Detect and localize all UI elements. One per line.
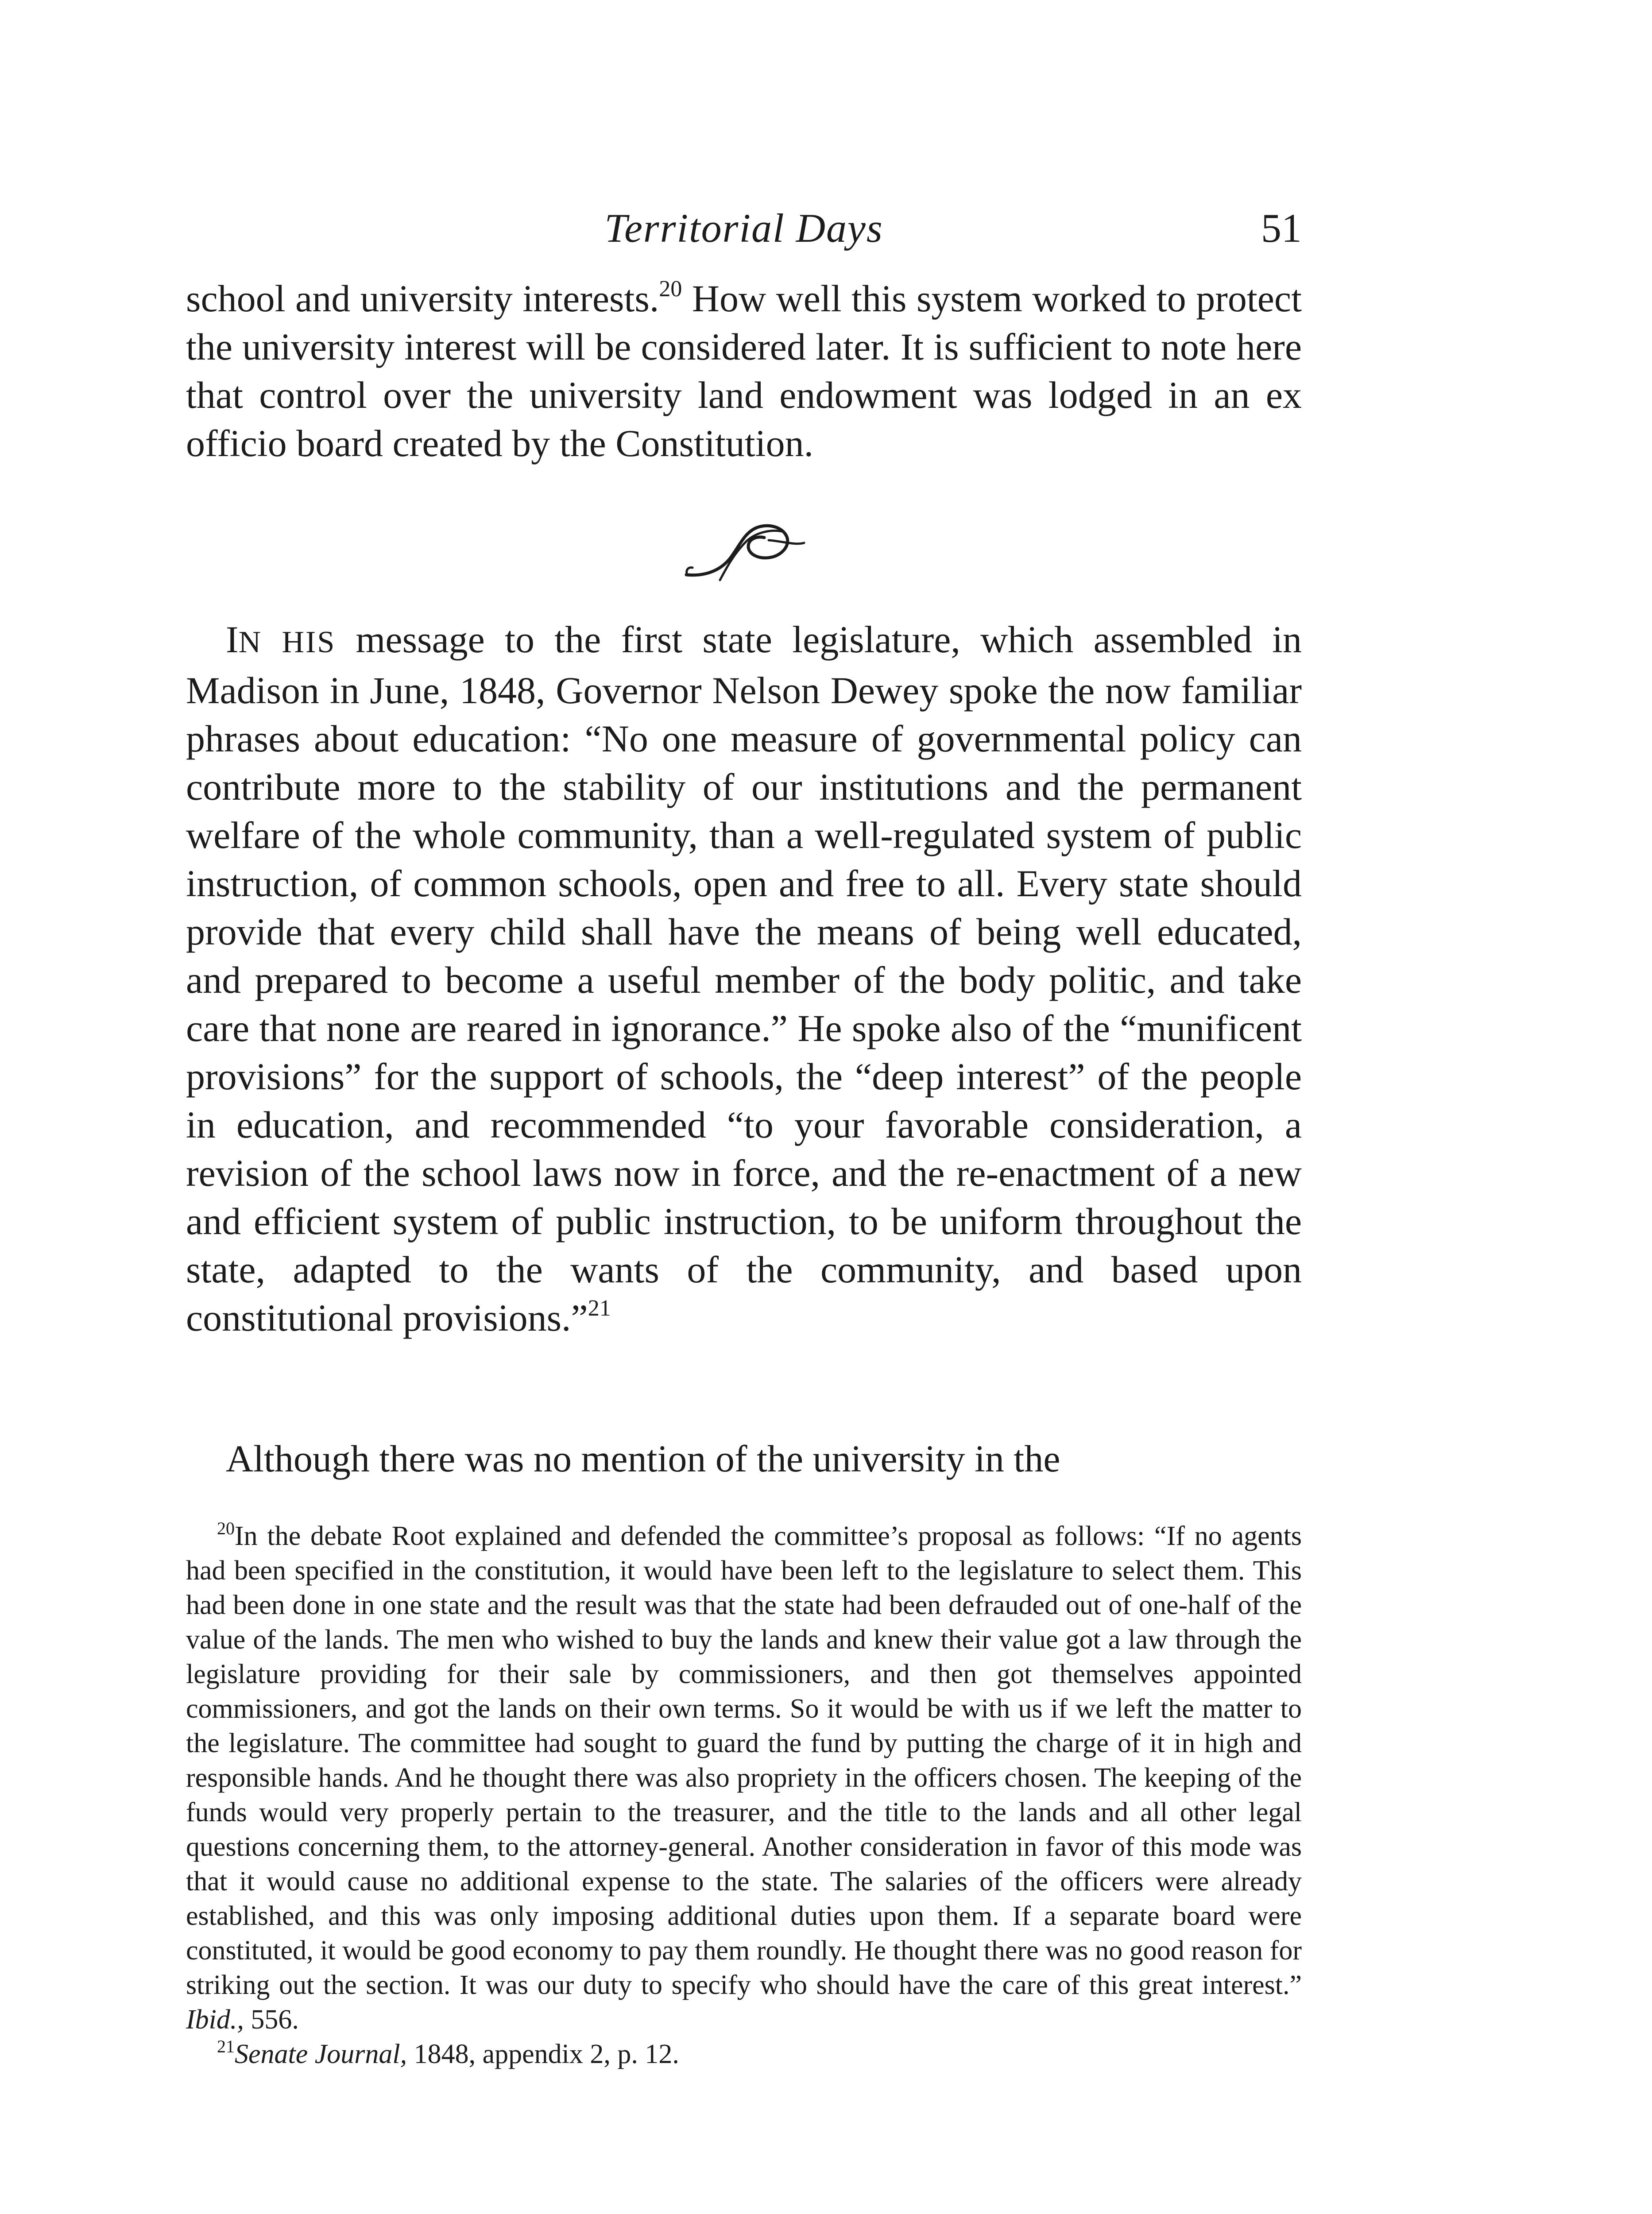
- footnote-21-marker: 21: [217, 2036, 235, 2056]
- footnote-20-cite: 556.: [244, 2005, 299, 2035]
- lead-smallcaps: N HIS: [238, 625, 336, 659]
- paragraph-1-text-b: How well this system worked to protect the university interest will be considered later. It is sufficient to note here that control over the university land endowment was lodged in an ex officio board created by the Constitution.: [186, 277, 1302, 464]
- footnote-20-marker: 20: [217, 1518, 235, 1538]
- footnote-21-italic: Senate Journal,: [235, 2039, 407, 2069]
- footnote-20: [186, 1519, 1302, 2037]
- lead-capital: I: [226, 618, 239, 661]
- footnote-21: [186, 2037, 1302, 2071]
- footnote-21-text: 1848, appendix 2, p. 12.: [407, 2039, 679, 2069]
- footnote-20-cite-italic: Ibid.,: [186, 2005, 244, 2035]
- paragraph-2-text: message to the first state legislature, which assembled in Madison in June, 1848, Governor Nelson Dewey spoke the now familiar phrases about education: “No one measure of governmental policy can contribute more to the stability of our institutions and the permanent welfare of the whole community, than a well-regulated system of public instruction, of common schools, open and free to all. Every state should provide that every child shall have the means of being well educated, and prepared to become a useful member of the body politic, and take care that none are reared in ignorance.” He spoke also of the “munificent provisions” for the support of schools, the “deep interest” of the people in education, and recommended “to your favorable consideration, a revision of the school laws now in force, and the re-enactment of a new and efficient system of public instruction, to be uniform throughout the state, adapted to the wants of the community, and based upon constitutional provisions.”: [186, 618, 1302, 1339]
- footnote-ref-21: 21: [588, 1296, 611, 1321]
- page-number: 51: [1261, 205, 1302, 251]
- footnote-ref-20: 20: [659, 276, 682, 302]
- running-head: [186, 195, 1302, 261]
- paragraph-2: [186, 615, 1302, 1342]
- paragraph-1-text-a: school and university interests.: [186, 277, 659, 320]
- fleuron-icon: [677, 518, 810, 589]
- paragraph-3-text: Although there was no mention of the university in the: [226, 1437, 1060, 1480]
- footnote-20-text: In the debate Root explained and defended the committee’s proposal as follows: “If no agents had been specified in the constitution, it would have been left to the legislature to select them. This had been done in one state and the result was that the state had been defrauded out of one-half of the value of the lands. The men who wished to buy the lands and knew their value got a law through the legislature providing for their sale by commissioners, and then got themselves appointed commissioners, and got the lands on their own terms. So it would be with us if we left the matter to the legislature. The committee had sought to guard the fund by putting the charge of it in high and responsible hands. And he thought there was also propriety in the officers chosen. The keeping of the funds would very properly pertain to the treasurer, and the title to the lands and all other legal questions concerning them, to the attorney-general. Another consideration in favor of this mode was that it would cause no additional expense to the state. The salaries of the officers were already established, and this was only imposing additional duties upon them. If a separate board were constituted, it would be good economy to pay them roundly. He thought there was no good reason for striking out the section. It was our duty to specify who should have the care of this great interest.”: [186, 1521, 1302, 2000]
- paragraph-3: [186, 1435, 1302, 1483]
- paragraph-1: [186, 275, 1302, 468]
- footnotes: [186, 1519, 1302, 2071]
- running-title: Territorial Days: [604, 205, 883, 251]
